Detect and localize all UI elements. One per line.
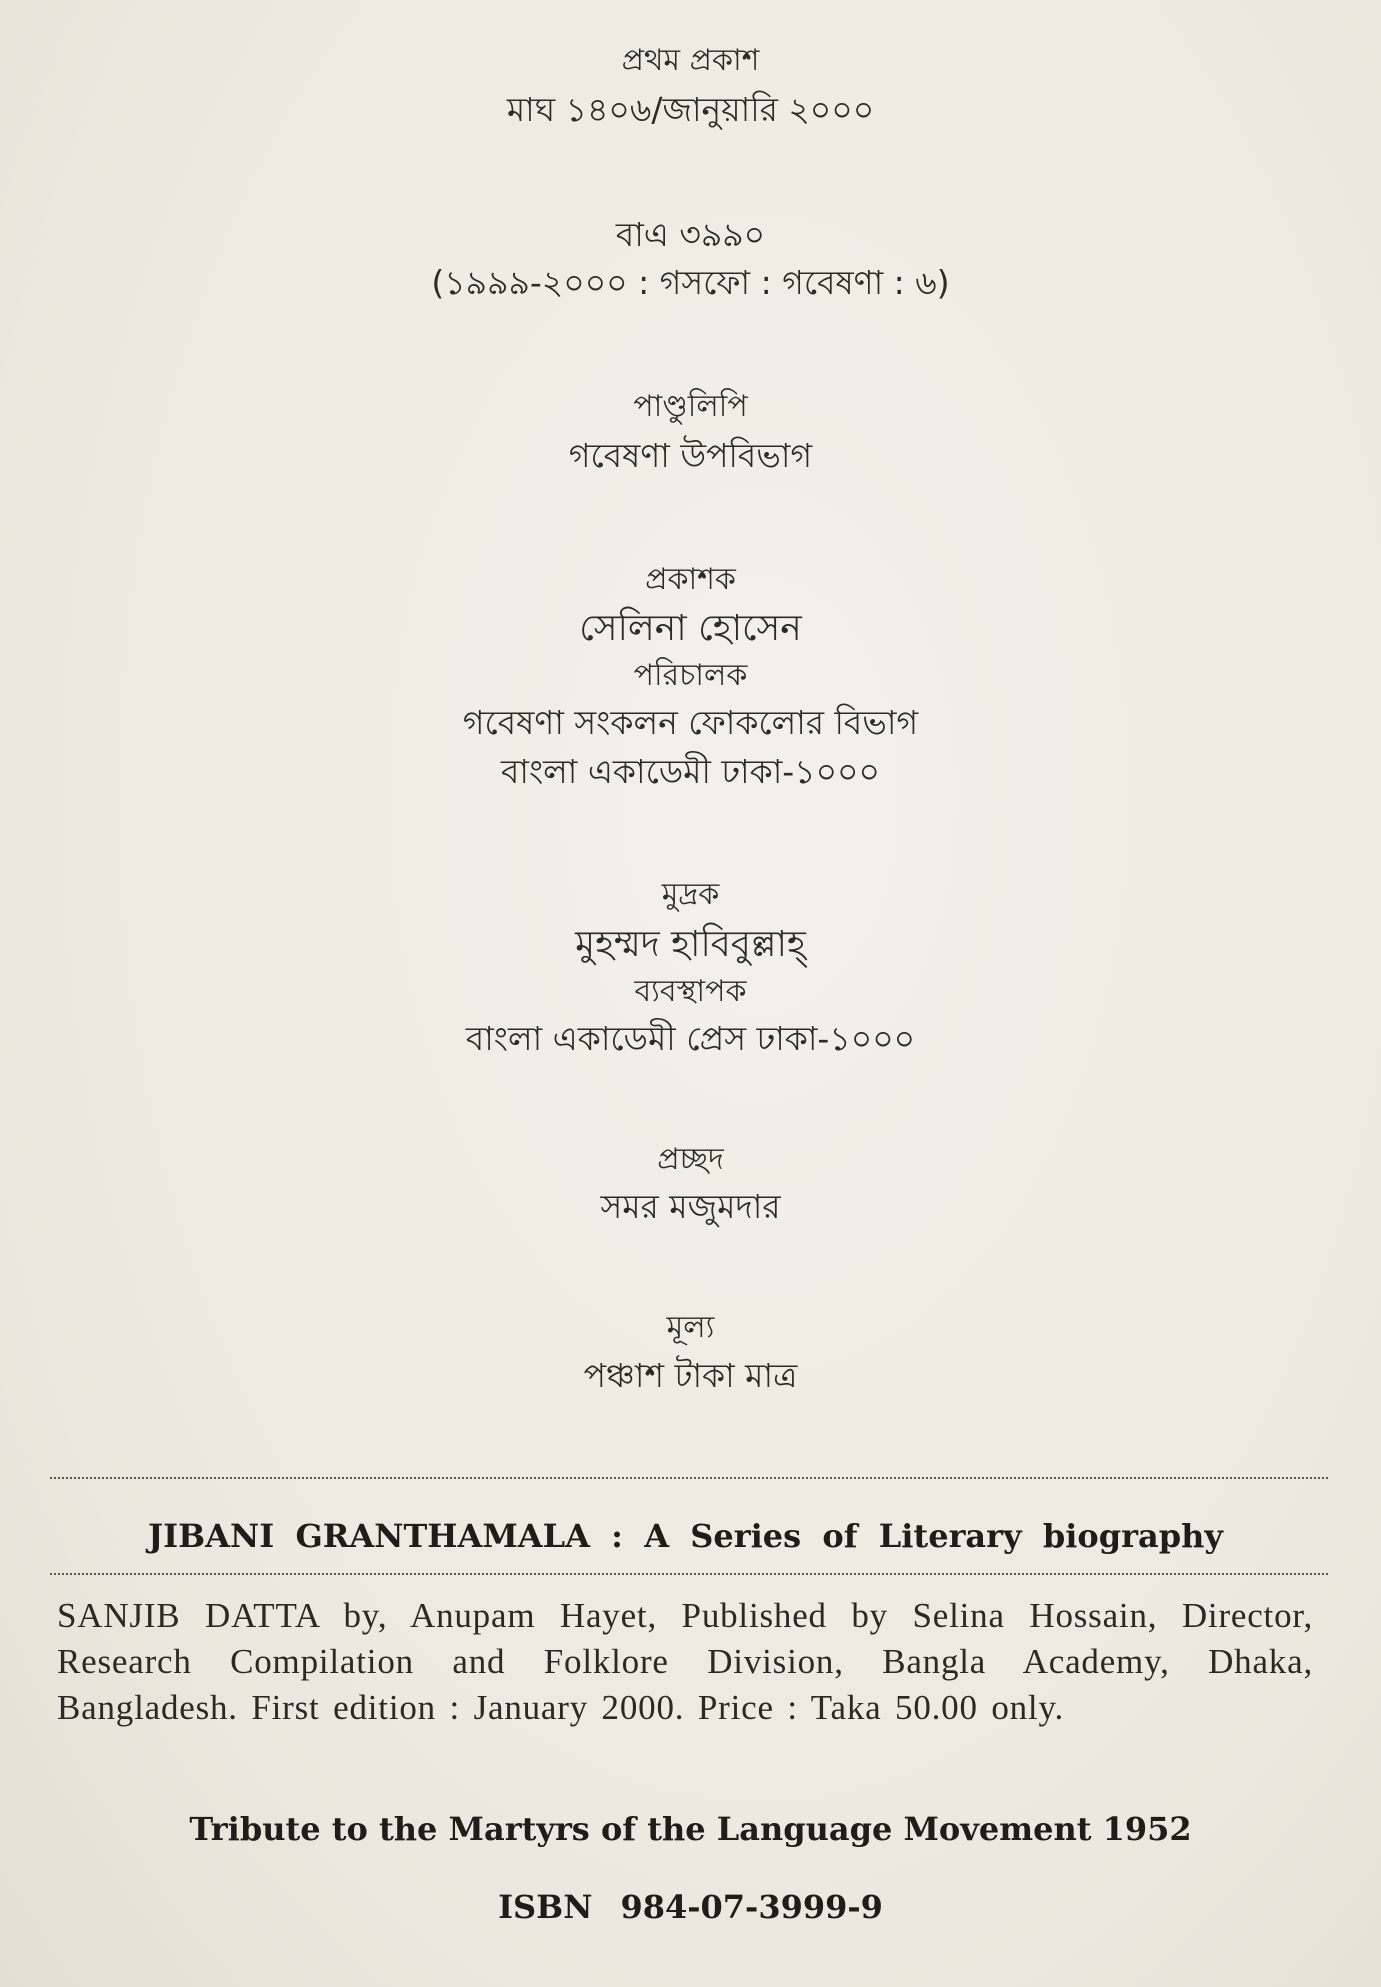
manuscript-label: পাণ্ডুলিপি: [633, 389, 748, 424]
series-word: A: [644, 1517, 670, 1555]
series-code: (১৯৯৯-২০০০ : গসফো : গবেষণা : ৬): [431, 263, 950, 302]
isbn-number: 984-07-3999-9: [620, 1888, 883, 1926]
series-word: GRANTHAMALA: [295, 1517, 590, 1555]
isbn-line: [0, 1888, 1381, 1926]
price-label: মূল্য: [666, 1310, 715, 1345]
top-divider: [50, 1477, 1328, 1479]
series-word: JIBANI: [148, 1517, 275, 1555]
series-title: [148, 1517, 1223, 1555]
series-word: Literary: [878, 1517, 1022, 1555]
cover-artist: সমর মজুমদার: [600, 1187, 781, 1226]
printer-name: মুহম্মদ হাবিবুল্লাহ্: [575, 924, 806, 965]
printer-role: ব্যবস্থাপক: [634, 974, 747, 1009]
series-word: biography: [1042, 1517, 1223, 1555]
catalog-code: বাএ ৩৯৯০: [615, 215, 766, 254]
printer-address: বাংলা একাডেমী প্রেস ঢাকা-১০০০: [465, 1019, 916, 1058]
first-publication-label: প্রথম প্রকাশ: [621, 43, 760, 78]
series-word: Series: [690, 1517, 802, 1555]
bottom-divider: [50, 1573, 1328, 1575]
publisher-name: সেলিনা হোসেন: [579, 608, 802, 649]
publisher-address: বাংলা একাডেমী ঢাকা-১০০০: [501, 752, 880, 791]
series-word: of: [822, 1517, 858, 1555]
isbn-label: ISBN: [498, 1888, 593, 1926]
price-value: পঞ্চাশ টাকা মাত্র: [583, 1356, 798, 1395]
printer-label: মুদ্রক: [661, 877, 720, 912]
cover-label: প্রচ্ছদ: [657, 1142, 724, 1177]
first-publication-date: মাঘ ১৪০৬/জানুয়ারি ২০০০: [506, 90, 875, 129]
tribute-line: Tribute to the Martyrs of the Language Movement 1952: [189, 1810, 1192, 1848]
series-separator: :: [611, 1517, 623, 1555]
publisher-department: গবেষণা সংকলন ফোকলোর বিভাগ: [462, 703, 919, 742]
english-imprint: SANJIB DATTA by, Anupam Hayet, Published by Selina Hossain, Director, Research Compilation and Folklore Division, Bangla Academy, Dhaka, Bangladesh. First edition : January 2000. Price : Taka 50.00 only.: [57, 1596, 1313, 1727]
publisher-role: পরিচালক: [633, 658, 748, 693]
manuscript-value: গবেষণা উপবিভাগ: [568, 436, 813, 475]
publisher-label: প্রকাশক: [645, 562, 736, 597]
